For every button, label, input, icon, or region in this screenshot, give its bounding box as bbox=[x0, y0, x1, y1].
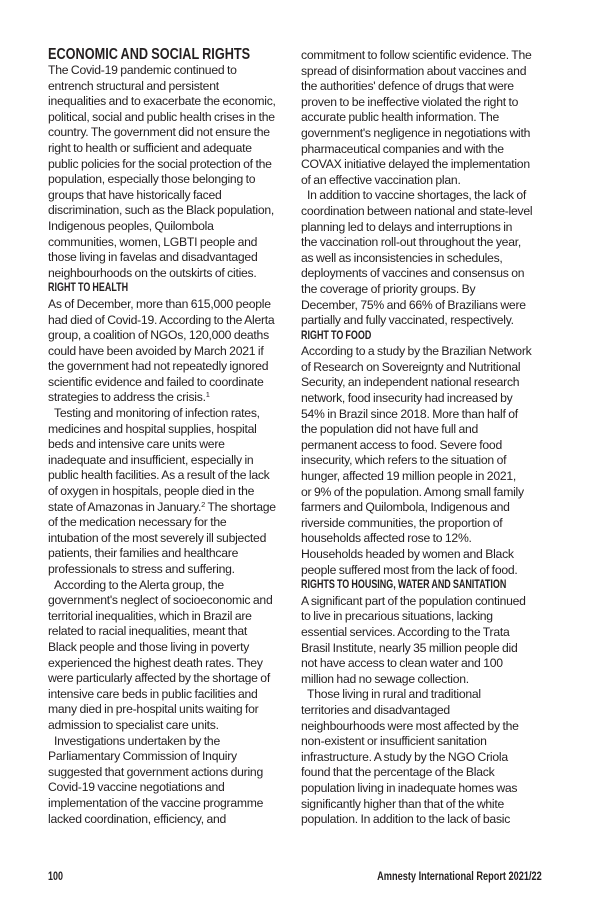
text-line: households affected rose to 12%. bbox=[301, 531, 472, 546]
text-line: permanent access to food. Severe food bbox=[301, 437, 502, 452]
text-line: professionals to stress and suffering. bbox=[48, 562, 235, 576]
text-line: As of December, more than 615,000 people bbox=[48, 296, 271, 311]
text-line: coordination between national and state-level bbox=[301, 203, 533, 218]
text-line: right to health or sufficient and adequate bbox=[48, 140, 252, 155]
text-line: Black people and those living in poverty bbox=[48, 639, 250, 654]
text-line: population living in inadequate homes was bbox=[301, 780, 518, 795]
text-fragment: The shortage bbox=[205, 499, 276, 514]
text-line: population. In addition to the lack of basic bbox=[301, 812, 511, 827]
text-line: population, especially those belonging to bbox=[48, 172, 256, 187]
housing-paragraph-2 bbox=[301, 687, 545, 827]
subheading-rights-to-housing-water-sanitation: RIGHTS TO HOUSING, WATER AND SANITATION bbox=[301, 579, 507, 592]
text-line: riverside communities, the proportion of bbox=[301, 515, 503, 530]
text-line: Indigenous peoples, Quilombola bbox=[48, 218, 214, 233]
text-line: According to a study by the Brazilian Network bbox=[301, 344, 532, 359]
text-line: inadequate and insufficient, especially in bbox=[48, 452, 254, 467]
intro-paragraph bbox=[48, 63, 290, 281]
text-line bbox=[48, 390, 290, 406]
right-column bbox=[301, 48, 545, 828]
text-line: were particularly affected by the shortage of bbox=[48, 671, 270, 686]
text-line: public policies for the social protection of the bbox=[48, 156, 272, 171]
text-line: government's neglect of socioeconomic and bbox=[48, 593, 273, 608]
text-line: found that the percentage of the Black bbox=[301, 765, 495, 780]
text-line: Brasil Institute, nearly 35 million people did bbox=[301, 640, 518, 655]
text-line: medicines and hospital supplies, hospital bbox=[48, 421, 257, 436]
text-line: hunger, affected 19 million people in 2021, bbox=[301, 469, 517, 484]
footnote-reference-1[interactable]: 1 bbox=[205, 390, 210, 400]
text-line: implementation of the vaccine programme bbox=[48, 795, 264, 810]
text-line: Covid-19 vaccine negotiations and bbox=[48, 780, 225, 795]
text-line: intensive care beds in public facilities and bbox=[48, 686, 258, 701]
text-line: the authorities' defence of drugs that were bbox=[301, 79, 514, 94]
text-line: essential services. According to the Trata bbox=[301, 624, 510, 639]
text-line: experienced the highest death rates. They bbox=[48, 655, 263, 670]
text-line: partially and fully vaccinated, respectively. bbox=[301, 313, 514, 328]
text-line: territorial inequalities, which in Brazil are bbox=[48, 608, 252, 623]
text-line: proven to be ineffective violated the right to bbox=[301, 94, 519, 109]
text-line: planning led to delays and interruptions in bbox=[301, 219, 513, 234]
text-line: Security, an independent national research bbox=[301, 375, 520, 390]
text-line: Parliamentary Commission of Inquiry bbox=[48, 749, 237, 764]
text-line: network, food insecurity had increased by bbox=[301, 391, 513, 406]
section-heading-economic-social-rights: ECONOMIC AND SOCIAL RIGHTS bbox=[48, 46, 251, 63]
vaccine-paragraph-1 bbox=[301, 48, 545, 188]
text-line: not have access to clean water and 100 bbox=[301, 656, 503, 671]
text-line: political, social and public health crises in the bbox=[48, 109, 275, 124]
text-line: inequalities and to exacerbate the economic, bbox=[48, 94, 276, 109]
subheading-right-to-health: RIGHT TO HEALTH bbox=[48, 282, 129, 295]
text-line: farmers and Quilombola, Indigenous and bbox=[301, 500, 510, 515]
text-line: territories and disadvantaged bbox=[301, 702, 450, 717]
text-line: The Covid-19 pandemic continued to bbox=[48, 63, 237, 77]
vaccine-paragraph-2 bbox=[301, 188, 545, 328]
text-line: Testing and monitoring of infection rates, bbox=[54, 406, 260, 421]
text-line: beds and intensive care units were bbox=[48, 437, 225, 452]
text-line: of the medication necessary for the bbox=[48, 515, 227, 530]
text-line: Households headed by women and Black bbox=[301, 547, 514, 561]
text-line: December, 75% and 66% of Brazilians were bbox=[301, 297, 526, 312]
left-column bbox=[48, 46, 290, 827]
text-line: discrimination, such as the Black population, bbox=[48, 203, 275, 218]
text-line: those living in favelas and disadvantaged bbox=[48, 250, 258, 265]
text-line: lacked coordination, efficiency, and bbox=[48, 811, 227, 826]
text-line: to live in precarious situations, lacking bbox=[301, 609, 493, 624]
text-line: group, a coalition of NGOs, 120,000 deaths bbox=[48, 328, 269, 343]
text-line: patients, their families and healthcare bbox=[48, 546, 239, 561]
text-line bbox=[48, 500, 290, 516]
text-line: scientific evidence and failed to coordinate bbox=[48, 374, 264, 389]
text-line: COVAX initiative delayed the implementation bbox=[301, 157, 530, 172]
text-line: 54% in Brazil since 2018. More than half of bbox=[301, 406, 518, 421]
text-line: as well as inconsistencies in schedules, bbox=[301, 250, 503, 265]
text-line: groups that have historically faced bbox=[48, 187, 222, 202]
text-line: the coverage of priority groups. By bbox=[301, 281, 476, 296]
text-line: pharmaceutical companies and with the bbox=[301, 141, 504, 156]
text-line: had died of Covid-19. According to the Alerta bbox=[48, 312, 275, 327]
text-line: suggested that government actions during bbox=[48, 764, 263, 779]
text-line: could have been avoided by March 2021 if bbox=[48, 343, 264, 358]
text-line: people suffered most from the lack of food. bbox=[301, 562, 518, 577]
text-line: Those living in rural and traditional bbox=[307, 687, 481, 702]
text-fragment: strategies to address the crisis. bbox=[48, 390, 206, 405]
text-line: of oxygen in hospitals, people died in the bbox=[48, 484, 255, 499]
text-line: In addition to vaccine shortages, the lack of bbox=[307, 188, 526, 203]
housing-paragraph-1 bbox=[301, 594, 545, 688]
food-paragraph bbox=[301, 344, 545, 578]
text-line: significantly higher than that of the white bbox=[301, 796, 505, 811]
text-line: accurate public health information. The bbox=[301, 110, 500, 125]
text-line: of Research on Sovereignty and Nutritional bbox=[301, 359, 521, 374]
text-line: insecurity, which refers to the situation of bbox=[301, 453, 507, 468]
text-line: neighbourhoods on the outskirts of cities. bbox=[48, 265, 257, 280]
publication-title: Amnesty International Report 2021/22 bbox=[377, 871, 542, 883]
text-line: the population did not have full and bbox=[301, 422, 479, 437]
text-line: intubation of the most severely ill subjected bbox=[48, 530, 267, 545]
text-line: commitment to follow scientific evidence. The bbox=[301, 48, 532, 62]
page-number: 100 bbox=[48, 871, 63, 883]
text-line: A significant part of the population continued bbox=[301, 593, 526, 608]
text-line: Investigations undertaken by the bbox=[54, 733, 220, 748]
text-line: related to racial inequalities, meant that bbox=[48, 624, 248, 639]
text-line: According to the Alerta group, the bbox=[54, 577, 224, 592]
text-line: infrastructure. A study by the NGO Criola bbox=[301, 749, 508, 764]
health-paragraph-2 bbox=[48, 406, 290, 578]
text-line: many died in pre-hospital units waiting for bbox=[48, 702, 259, 717]
footnote-reference-2[interactable]: 2 bbox=[201, 499, 206, 509]
text-line: the government had not repeatedly ignored bbox=[48, 359, 269, 374]
health-paragraph-3 bbox=[48, 578, 290, 734]
text-line: deployments of vaccines and consensus on bbox=[301, 266, 525, 281]
subheading-right-to-food: RIGHT TO FOOD bbox=[301, 329, 372, 342]
text-line: the vaccination roll-out throughout the year, bbox=[301, 235, 521, 250]
text-line: public health facilities. As a result of the lack bbox=[48, 468, 270, 483]
text-line: communities, women, LGBTI people and bbox=[48, 234, 258, 249]
text-line: government's negligence in negotiations with bbox=[301, 125, 531, 140]
text-line: spread of disinformation about vaccines and bbox=[301, 63, 527, 78]
health-paragraph-1 bbox=[48, 297, 290, 406]
text-line: or 9% of the population. Among small family bbox=[301, 484, 524, 499]
health-paragraph-4 bbox=[48, 734, 290, 828]
text-line: country. The government did not ensure the bbox=[48, 125, 270, 140]
text-line: neighbourhoods were most affected by the bbox=[301, 718, 519, 733]
text-line: admission to specialist care units. bbox=[48, 717, 219, 732]
text-line: non-existent or insufficient sanitation bbox=[301, 734, 487, 749]
text-line: entrench structural and persistent bbox=[48, 78, 219, 93]
text-fragment: state of Amazonas in January. bbox=[48, 499, 202, 514]
text-line: of an effective vaccination plan. bbox=[301, 172, 461, 187]
text-line: million had no sewage collection. bbox=[301, 671, 469, 686]
